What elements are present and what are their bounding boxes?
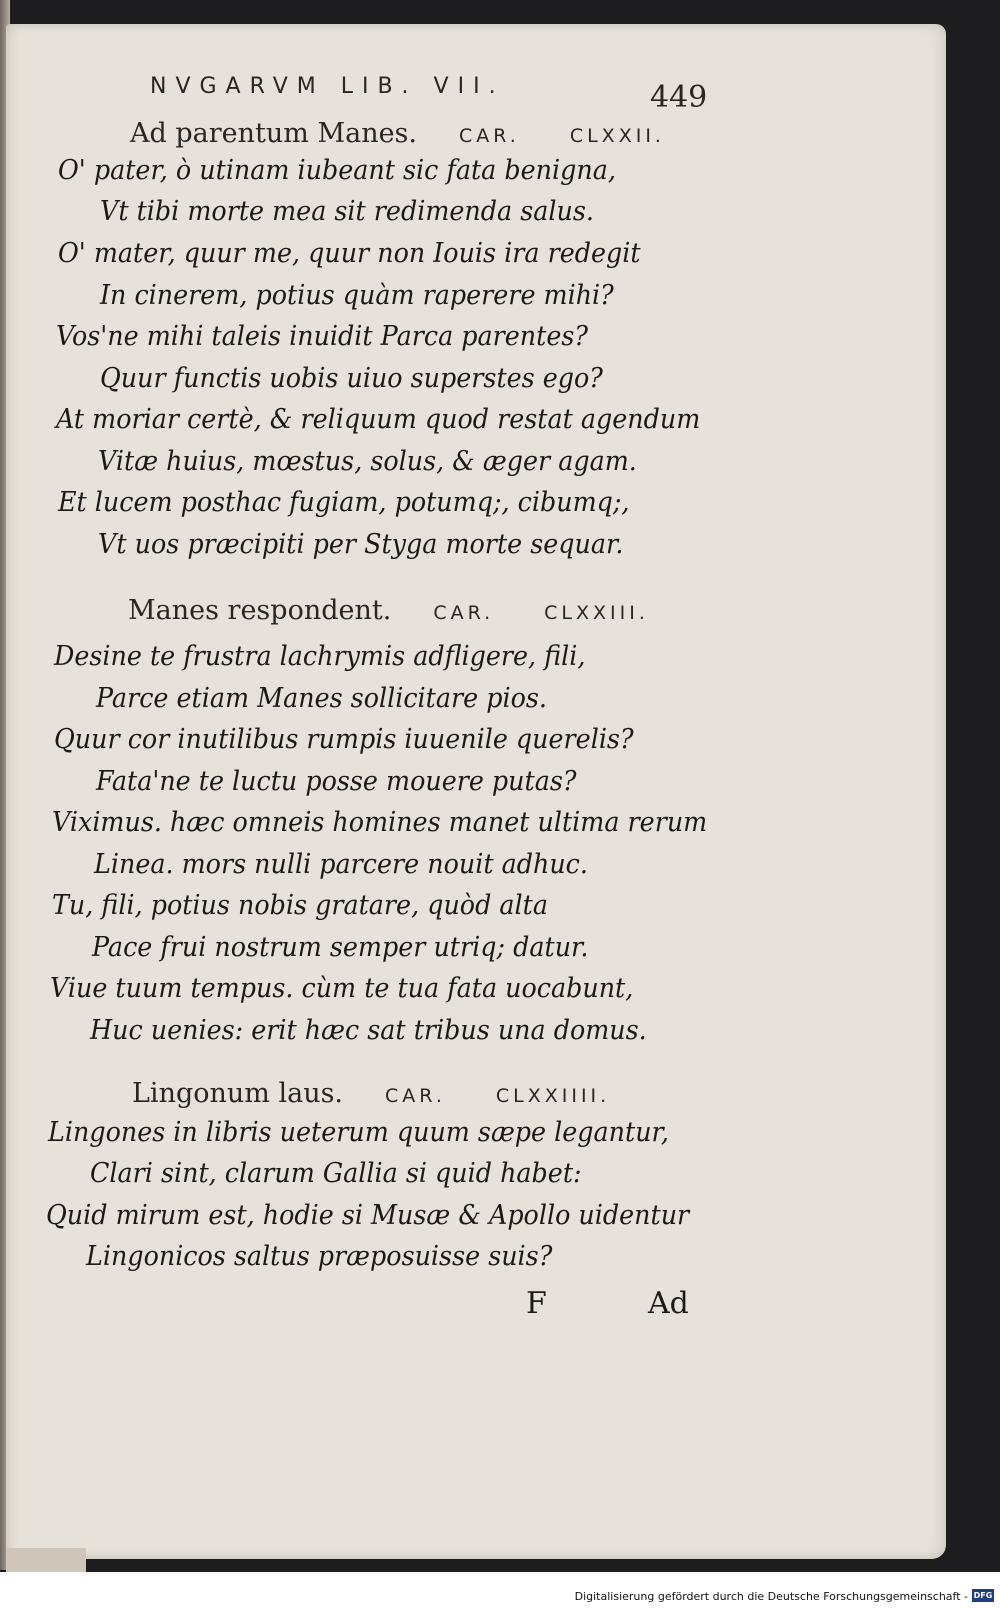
verse-line: O' mater, quur me, quur non Iouis ira redegit <box>58 238 641 269</box>
verse-line: Lingones in libris ueterum quum sæpe legantur, <box>48 1117 669 1148</box>
carmen-label: CAR. <box>385 1085 446 1107</box>
poem-heading <box>128 595 649 626</box>
verse-line: Vt uos præcipiti per Styga morte sequar. <box>98 529 624 560</box>
verse-line: Et lucem posthac fugiam, potumq;, cibumq;, <box>58 487 630 518</box>
poem-heading <box>132 1078 610 1109</box>
dfg-logo: DFG <box>973 1591 993 1600</box>
verse-line: Pace frui nostrum semper utriq; datur. <box>92 932 589 963</box>
carmen-number: CLXXIII. <box>544 602 649 624</box>
verse-line: Clari sint, clarum Gallia si quid habet: <box>90 1158 582 1189</box>
verse-line: Linea. mors nulli parcere nouit adhuc. <box>94 849 588 880</box>
carmen-label: CAR. <box>433 602 495 624</box>
verse-line: Vos'ne mihi taleis inuidit Parca parentes? <box>56 321 589 352</box>
poem-title: Ad parentum Manes. <box>130 118 417 149</box>
verse-line: At moriar certè, & reliquum quod restat agendum <box>56 404 701 435</box>
carmen-number: CLXXIIII. <box>495 1085 611 1107</box>
verse-line: Desine te frustra lachrymis adfligere, fili, <box>54 641 586 672</box>
verse-line: Huc uenies: erit hæc sat tribus una domus. <box>90 1015 647 1046</box>
verse-line: Quur cor inutilibus rumpis iuuenile querelis? <box>54 724 634 755</box>
running-head: NVGARVM LIB. VII. <box>150 74 505 99</box>
verse-line: Vt tibi morte mea sit redimenda salus. <box>100 196 594 227</box>
verse-line: Fata'ne te luctu posse mouere putas? <box>96 766 577 797</box>
verse-line: Parce etiam Manes sollicitare pios. <box>96 683 547 714</box>
verse-line: Viue tuum tempus. cùm te tua fata uocabunt, <box>50 973 634 1004</box>
page-number: 449 <box>650 80 708 115</box>
signature-mark: F <box>526 1286 547 1321</box>
verse-line: Tu, fili, potius nobis gratare, quòd alta <box>52 890 548 921</box>
verse-line: In cinerem, potius quàm raperere mihi? <box>100 280 614 311</box>
page-bottom-strip <box>6 1548 86 1572</box>
verse-line: O' pater, ò utinam iubeant sic fata benigna, <box>58 155 616 186</box>
poem-title: Manes respondent. <box>128 595 392 626</box>
poem-heading <box>130 118 665 149</box>
funding-notice: Digitalisierung gefördert durch die Deutsche Forschungsgemeinschaft - <box>574 1590 968 1603</box>
poem-title: Lingonum laus. <box>132 1078 344 1109</box>
verse-line: Quid mirum est, hodie si Musæ & Apollo uidentur <box>46 1200 690 1231</box>
carmen-number: CLXXII. <box>569 125 665 147</box>
carmen-label: CAR. <box>459 125 520 147</box>
verse-line: Quur functis uobis uiuo superstes ego? <box>100 363 603 394</box>
verse-line: Viximus. hæc omneis homines manet ultima rerum <box>52 807 708 838</box>
verse-line: Vitæ huius, mœstus, solus, & æger agam. <box>98 446 637 477</box>
verse-line: Lingonicos saltus præposuisse suis? <box>86 1241 553 1272</box>
catchword: Ad <box>648 1286 689 1321</box>
